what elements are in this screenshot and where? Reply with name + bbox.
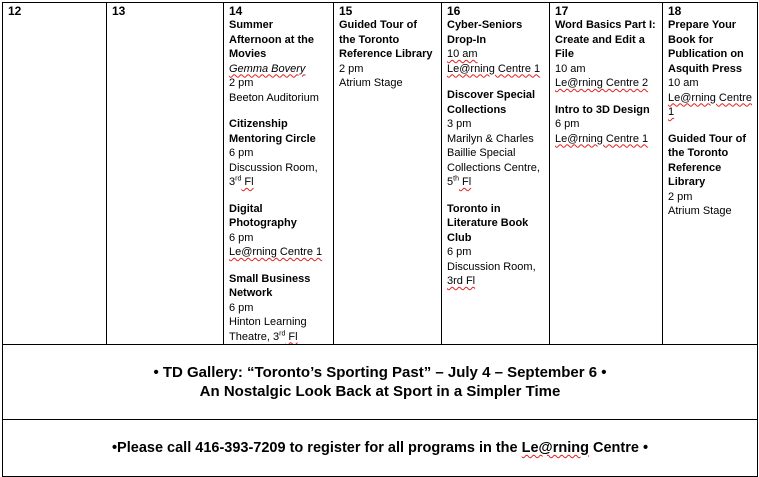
event-location [447, 260, 544, 289]
event [229, 117, 328, 190]
footer-text-end: Centre • [588, 439, 649, 456]
event-title: Guided Tour of the Toronto Reference Library [339, 19, 433, 60]
day-cell-12 [3, 3, 107, 345]
floor-label: Fl [458, 176, 472, 188]
location-text: Hinton Learning Theatre, 3 [229, 316, 307, 343]
event-time: 6 pm [447, 246, 472, 258]
event-title: Discover Special Collections [447, 89, 536, 116]
footer-text-start: •Please call 416-393-7209 to register for all programs in the [111, 439, 522, 456]
event [447, 18, 544, 76]
event-title: Toronto in Literature Book Club [447, 202, 529, 244]
event-title: Prepare Your Book for Publication on Asquith Press [668, 19, 744, 75]
location-text: Marilyn & Charles Baillie Special Collections Centre, [447, 132, 540, 174]
day-cell-14 [224, 3, 334, 345]
location-text: Discussion Room, [447, 260, 536, 273]
event [668, 18, 752, 120]
floor-number: 5 [447, 176, 454, 188]
week-row [3, 3, 758, 345]
event-time: 6 pm [229, 231, 254, 244]
floor-suffix: rd [235, 175, 242, 183]
event-title: Intro to 3D Design [555, 103, 650, 116]
day-number: 13 [112, 4, 126, 18]
event [229, 202, 328, 260]
day-cell-15 [334, 3, 442, 345]
gallery-banner-row [3, 345, 758, 420]
event-location: Le@rning Centre 1 [447, 62, 541, 75]
event-location: Le@rning Centre 2 [555, 77, 649, 89]
calendar-table [2, 2, 758, 477]
event-time: 6 pm [229, 147, 254, 159]
event [668, 132, 752, 219]
event-title: Citizenship Mentoring Circle [229, 118, 316, 145]
event-location: Beeton Auditorium [229, 91, 319, 104]
day-number: 16 [447, 4, 461, 18]
registration-note [3, 420, 758, 477]
floor-suffix: th [453, 175, 459, 183]
event-location [229, 161, 328, 190]
event-time: 10 am [447, 48, 478, 60]
event [555, 103, 657, 147]
event-title: Guided Tour of the Toronto Reference Library [668, 132, 747, 188]
event-title: Digital Photography [229, 202, 297, 229]
banner-line-2: An Nostalgic Look Back at Sport in a Simpler Time [199, 383, 561, 400]
day-number: 12 [8, 4, 22, 18]
event [339, 18, 436, 91]
event-location: Le@rning Centre 1 [229, 246, 323, 258]
event-time: 3 pm [447, 118, 472, 130]
floor-label: Fl [241, 176, 254, 188]
event-time: 6 pm [229, 301, 254, 314]
event-title: Word Basics Part I: Create and Edit a File [555, 19, 656, 60]
banner-line-1: • TD Gallery: “Toronto’s Sporting Past” – July 4 – September 6 • [153, 364, 607, 381]
location-text: Discussion Room, [229, 161, 318, 174]
footer-learning: Le@rning [521, 439, 589, 456]
floor-label: 3rd Fl [447, 275, 476, 287]
day-cell-18 [663, 3, 758, 345]
event-time: 2 pm [229, 77, 254, 89]
day-cell-16 [442, 3, 550, 345]
event-title: Summer Afternoon at the Movies [229, 19, 314, 60]
event-time: 10 am [555, 62, 586, 75]
floor-suffix: rd [279, 329, 286, 337]
day-number: 15 [339, 4, 353, 18]
event-time: 10 am [668, 77, 699, 89]
event-time: 6 pm [555, 118, 580, 130]
event [447, 88, 544, 190]
event-time: 2 pm [339, 62, 364, 75]
day-cell-13 [107, 3, 224, 345]
event [229, 18, 328, 105]
event [447, 202, 544, 289]
event-location: Le@rning Centre 1 [668, 91, 752, 118]
day-number: 14 [229, 4, 243, 18]
event-location: Atrium Stage [339, 77, 403, 89]
event-location [447, 132, 544, 190]
day-number: 18 [668, 4, 682, 18]
event-time: 2 pm [668, 190, 693, 203]
registration-row [3, 420, 758, 477]
floor-number: 3 [229, 176, 236, 188]
gallery-banner [3, 345, 758, 420]
event-location: Le@rning Centre 1 [555, 132, 649, 145]
event [555, 18, 657, 91]
event-location: Atrium Stage [668, 205, 732, 217]
event [229, 272, 328, 345]
day-cell-17 [550, 3, 663, 345]
event-location [229, 315, 328, 344]
floor-label: Fl [285, 330, 298, 343]
event-title: Small Business Network [229, 272, 311, 299]
event-subtitle: Gemma Bovery [229, 62, 306, 75]
day-number: 17 [555, 4, 569, 18]
event-title: Cyber-Seniors Drop-In [447, 19, 523, 46]
